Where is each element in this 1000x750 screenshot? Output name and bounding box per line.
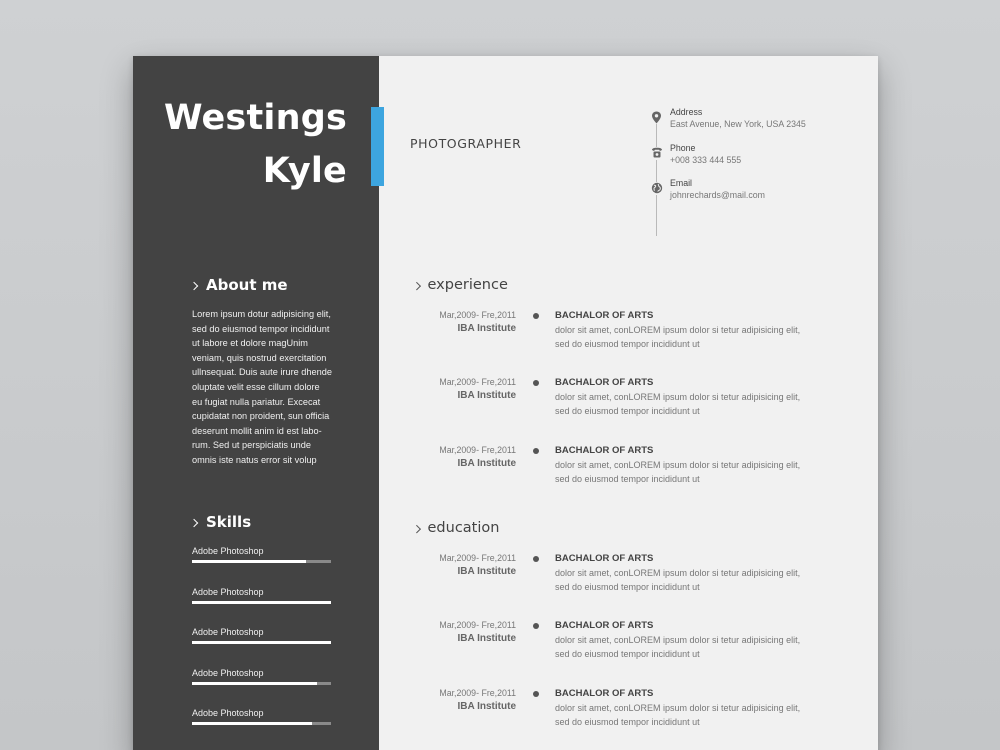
skill-item bbox=[192, 708, 332, 749]
about-line: eu fugiat nulla pariatur. Excecat bbox=[192, 396, 321, 407]
chevron-right-icon bbox=[190, 281, 198, 289]
skill-bar-fill bbox=[192, 601, 331, 604]
entry-degree: BACHALOR OF ARTS bbox=[555, 377, 654, 388]
bullet-icon bbox=[533, 691, 539, 697]
entry-institute: IBA Institute bbox=[457, 701, 516, 712]
skill-label: Adobe Photoshop bbox=[192, 586, 264, 597]
skill-bar-fill bbox=[192, 560, 306, 563]
entry-date: Mar,2009- Fre,2011 bbox=[439, 445, 516, 455]
entry-description-line: sed do eiusmod tempor incididunt ut bbox=[555, 716, 700, 727]
bullet-icon bbox=[533, 623, 539, 629]
entry-description-line: sed do eiusmod tempor incididunt ut bbox=[555, 405, 700, 416]
skill-bar bbox=[192, 722, 331, 725]
experience-heading bbox=[414, 277, 508, 293]
skills-heading-label: Skills bbox=[206, 513, 252, 531]
contact-phone bbox=[649, 142, 849, 178]
education-entry bbox=[383, 619, 863, 669]
entry-description-line: dolor sit amet, conLOREM ipsum dolor si tetur adipisicing elit, bbox=[555, 392, 801, 402]
skills-list bbox=[192, 546, 332, 749]
education-entry bbox=[383, 687, 863, 737]
contact-value: East Avenue, New York, USA 2345 bbox=[670, 119, 806, 129]
resume-sidebar bbox=[133, 56, 379, 750]
about-text bbox=[192, 307, 352, 468]
entry-date: Mar,2009- Fre,2011 bbox=[439, 377, 516, 387]
globe-icon bbox=[650, 182, 663, 195]
bullet-icon bbox=[533, 313, 539, 319]
bullet-icon bbox=[533, 556, 539, 562]
entry-institute: IBA Institute bbox=[457, 458, 516, 469]
entry-institute: IBA Institute bbox=[457, 633, 516, 644]
entry-description-line: dolor sit amet, conLOREM ipsum dolor si tetur adipisicing elit, bbox=[555, 568, 801, 578]
contact-value: +008 333 444 555 bbox=[670, 154, 742, 165]
experience-entry bbox=[383, 444, 863, 494]
about-line: rum. Sed ut perspiciatis unde bbox=[192, 440, 311, 451]
last-name: Kyle bbox=[262, 151, 347, 191]
skill-item bbox=[192, 587, 332, 628]
about-line: oluptate velit esse cillum dolore bbox=[192, 381, 320, 392]
skill-bar-fill bbox=[192, 722, 312, 725]
skill-item bbox=[192, 627, 332, 668]
education-entry bbox=[383, 552, 863, 602]
entry-date: Mar,2009- Fre,2011 bbox=[439, 620, 516, 630]
job-title: PHOTOGRAPHER bbox=[410, 136, 522, 151]
about-line: sed do eiusmod tempor incididunt bbox=[192, 323, 330, 334]
skill-bar-fill bbox=[192, 682, 317, 685]
chevron-right-icon bbox=[413, 525, 421, 533]
experience-heading-label: experience bbox=[427, 277, 508, 293]
entry-date: Mar,2009- Fre,2011 bbox=[439, 688, 516, 698]
skill-bar bbox=[192, 601, 331, 604]
first-name: Westings bbox=[163, 98, 347, 138]
entry-degree: BACHALOR OF ARTS bbox=[555, 553, 654, 564]
contact-email bbox=[649, 177, 849, 213]
contact-label: Email bbox=[670, 178, 692, 188]
about-line: veniam, quis nostrud exercitation bbox=[192, 352, 327, 363]
about-line: deserunt mollit anim id est labo- bbox=[192, 425, 322, 436]
skill-item bbox=[192, 546, 332, 587]
entry-description bbox=[555, 391, 845, 418]
entry-degree: BACHALOR OF ARTS bbox=[555, 688, 654, 699]
about-line: omnis iste natus error sit volup bbox=[192, 454, 317, 465]
contact-block bbox=[649, 106, 849, 213]
contact-label: Address bbox=[670, 107, 703, 117]
experience-entry bbox=[383, 376, 863, 426]
entry-description-line: dolor sit amet, conLOREM ipsum dolor si tetur adipisicing elit, bbox=[555, 635, 801, 645]
education-heading bbox=[414, 520, 499, 536]
skill-bar-fill bbox=[192, 641, 331, 644]
entry-description-line: dolor sit amet, conLOREM ipsum dolor si tetur adipisicing elit, bbox=[555, 325, 801, 335]
bullet-icon bbox=[533, 380, 539, 386]
skill-label: Adobe Photoshop bbox=[192, 708, 264, 718]
entry-description-line: sed do eiusmod tempor incididunt ut bbox=[555, 648, 700, 659]
skill-label: Adobe Photoshop bbox=[192, 667, 264, 678]
phone-icon bbox=[650, 147, 663, 160]
contact-address bbox=[649, 106, 849, 142]
entry-description bbox=[555, 459, 845, 486]
entry-description-line: sed do eiusmod tempor incididunt ut bbox=[555, 581, 700, 592]
entry-institute: IBA Institute bbox=[457, 566, 516, 577]
skills-heading bbox=[191, 513, 251, 531]
education-heading-label: education bbox=[427, 520, 500, 536]
contact-label: Phone bbox=[670, 142, 696, 153]
person-name bbox=[164, 92, 347, 198]
about-heading bbox=[191, 276, 288, 294]
entry-description-line: sed do eiusmod tempor incididunt ut bbox=[555, 338, 700, 349]
skill-bar bbox=[192, 682, 331, 685]
entry-description bbox=[555, 702, 845, 729]
accent-bar bbox=[371, 107, 384, 186]
experience-entry bbox=[383, 309, 863, 359]
entry-date: Mar,2009- Fre,2011 bbox=[439, 553, 516, 563]
entry-description bbox=[555, 324, 845, 351]
entry-description bbox=[555, 634, 845, 661]
entry-description-line: dolor sit amet, conLOREM ipsum dolor si tetur adipisicing elit, bbox=[555, 460, 801, 470]
entry-description-line: dolor sit amet, conLOREM ipsum dolor si tetur adipisicing elit, bbox=[555, 703, 801, 713]
skill-label: Adobe Photoshop bbox=[192, 546, 264, 556]
skill-bar bbox=[192, 560, 331, 563]
skill-item bbox=[192, 668, 332, 709]
contact-value: johnrechards@mail.com bbox=[670, 190, 765, 200]
skill-bar bbox=[192, 641, 331, 644]
entry-institute: IBA Institute bbox=[457, 390, 516, 401]
entry-degree: BACHALOR OF ARTS bbox=[555, 620, 654, 631]
resume-page bbox=[133, 56, 878, 750]
entry-description bbox=[555, 567, 845, 594]
about-line: cupidatat non proident, sun officia bbox=[192, 411, 330, 422]
skill-label: Adobe Photoshop bbox=[192, 627, 264, 637]
chevron-right-icon bbox=[413, 282, 421, 290]
entry-date: Mar,2009- Fre,2011 bbox=[439, 310, 516, 320]
entry-institute: IBA Institute bbox=[457, 323, 516, 334]
about-line: ut labore et dolore magUnim bbox=[192, 338, 308, 349]
entry-description-line: sed do eiusmod tempor incididunt ut bbox=[555, 473, 700, 484]
about-heading-label: About me bbox=[206, 276, 288, 294]
entry-degree: BACHALOR OF ARTS bbox=[555, 445, 654, 456]
about-line: Lorem ipsum dotur adipisicing elit, bbox=[192, 309, 331, 319]
map-pin-icon bbox=[650, 111, 663, 124]
entry-degree: BACHALOR OF ARTS bbox=[555, 310, 654, 321]
about-line: ullnsequat. Duis aute irure dhende bbox=[192, 367, 332, 378]
chevron-right-icon bbox=[190, 518, 198, 526]
bullet-icon bbox=[533, 448, 539, 454]
